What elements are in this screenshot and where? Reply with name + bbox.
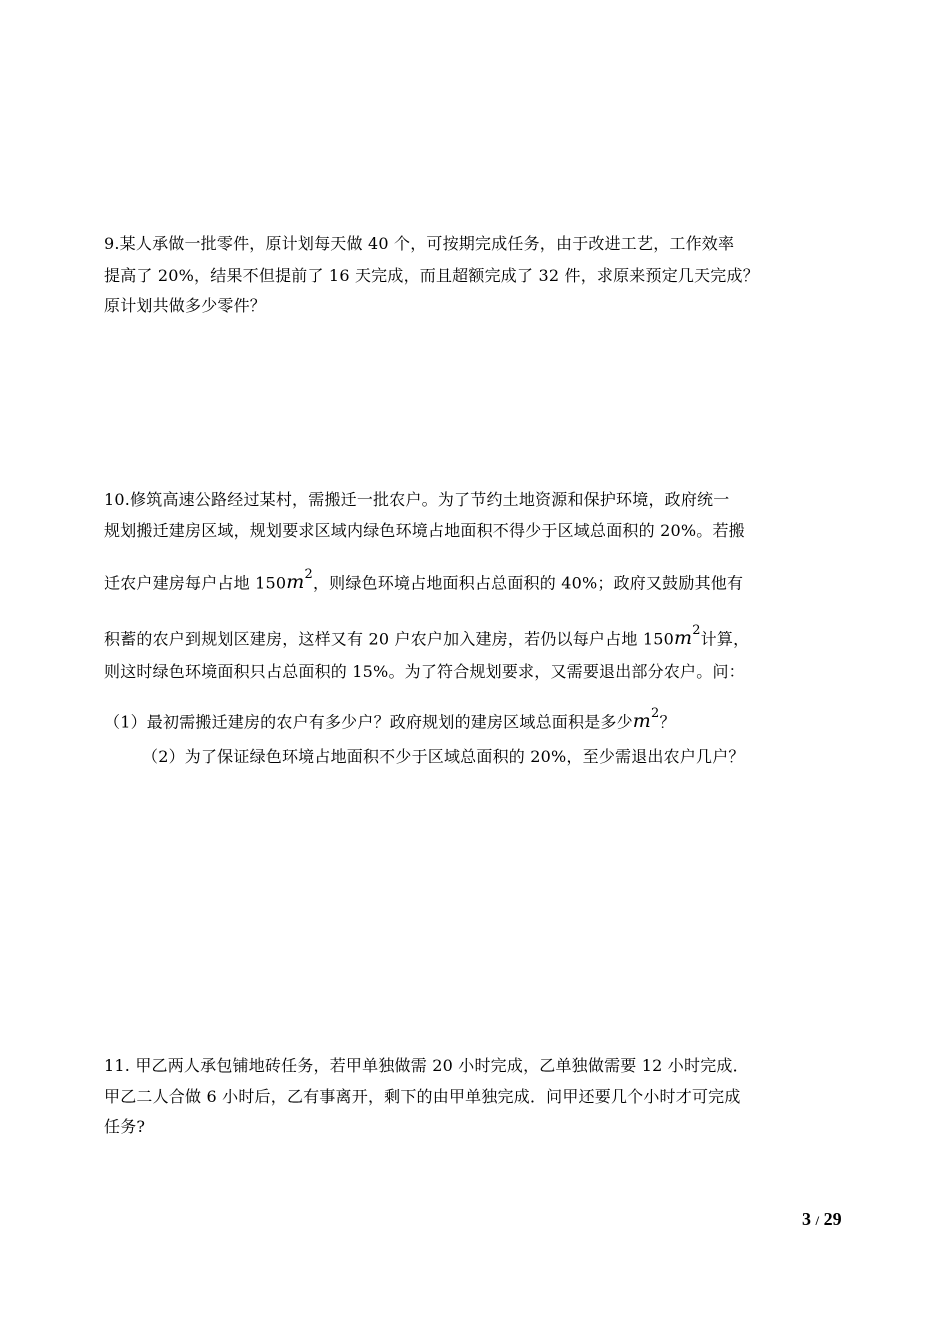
q9-line-3: 原计划共做多少零件？ — [104, 296, 267, 315]
q10-line-1: 10.修筑高速公路经过某村，需搬迁一批农户。为了节约土地资源和保护环境，政府统一 — [104, 490, 730, 509]
q11-line-2: 甲乙二人合做 6 小时后，乙有事离开，剩下的由甲单独完成．问甲还要几个小时才可完成 — [104, 1087, 741, 1106]
page-separator: / — [815, 1213, 820, 1228]
q10-sub1-text-b: ？ — [659, 712, 676, 732]
square-meter-unit: $m^2$ — [632, 706, 660, 733]
total-pages: 29 — [823, 1209, 842, 1229]
q9-line-2: 提高了 20%，结果不但提前了 16 天完成，而且超额完成了 32 件，求原来预定几天完成？ — [104, 266, 759, 285]
q10-line-4-text-a: 积蓄的农户到规划区建房，这样又有 20 户农户加入建房，若仍以每户占地 150 — [104, 629, 674, 649]
q10-line-3-text-b: ，则绿色环境占地面积占总面积的 40%；政府又鼓励其他有 — [312, 573, 744, 593]
q9-line-1: 9.某人承做一批零件，原计划每天做 40 个，可按期完成任务，由于改进工艺，工作效率 — [104, 234, 735, 253]
square-meter-unit: $m^2$ — [673, 623, 701, 650]
q10-subquestion-1 — [104, 706, 676, 733]
q10-line-2: 规划搬迁建房区域，规划要求区域内绿色环境占地面积不得少于区域总面积的 20%。若搬 — [104, 521, 745, 540]
q10-subquestion-2: （2）为了保证绿色环境占地面积不少于区域总面积的 20%，至少需退出农户几户？ — [142, 747, 745, 766]
q10-line-3-text-a: 迁农户建房每户占地 150 — [104, 573, 287, 593]
q11-line-3: 任务? — [104, 1117, 146, 1136]
q10-line-4-text-b: 计算， — [700, 629, 750, 649]
current-page: 3 — [802, 1209, 811, 1229]
q10-line-3 — [104, 567, 743, 594]
q10-sub1-text-a: （1）最初需搬迁建房的农户有多少户？政府规划的建房区域总面积是多少 — [104, 712, 633, 732]
q10-line-4 — [104, 623, 749, 650]
q11-line-1: 11. 甲乙两人承包铺地砖任务，若甲单独做需 20 小时完成，乙单独做需要 12 小时完成． — [104, 1056, 749, 1075]
square-meter-unit: $m^2$ — [286, 567, 313, 594]
q10-line-5: 则这时绿色环境面积只占总面积的 15%。为了符合规划要求，又需要退出部分农户。问： — [104, 662, 745, 681]
page-number — [802, 1209, 842, 1230]
